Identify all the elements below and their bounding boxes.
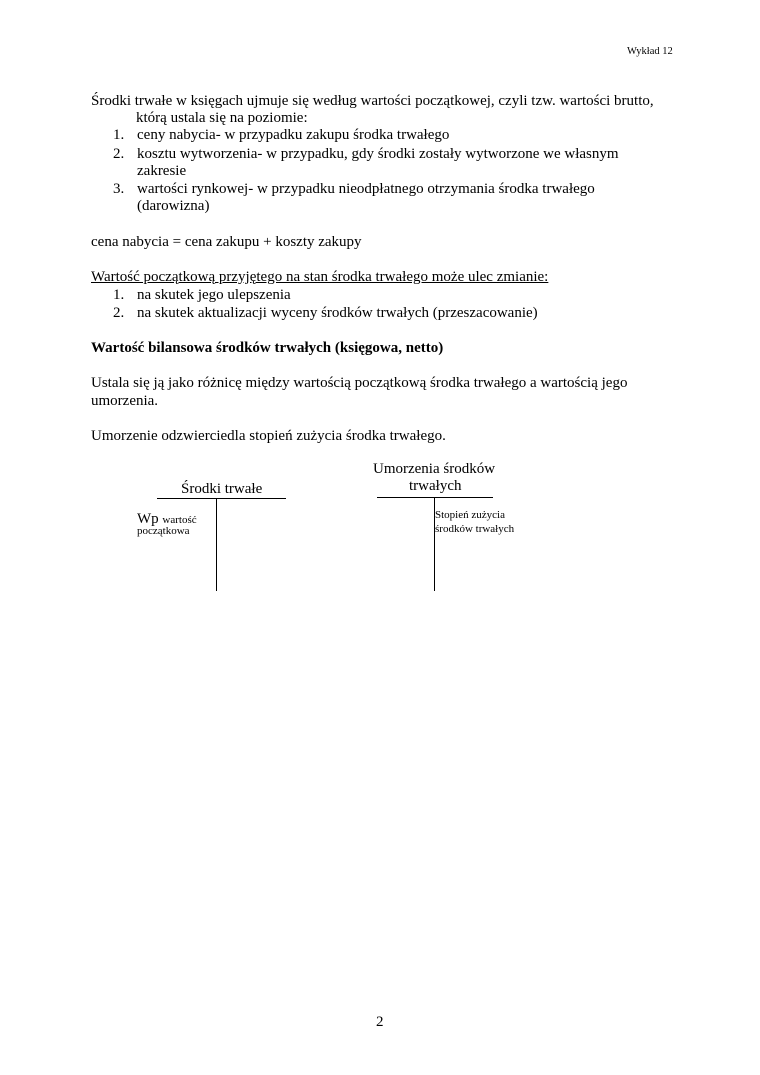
account-title-line-1: Umorzenia środków	[373, 461, 496, 477]
entry-label: wartość	[162, 514, 197, 526]
list-item-text: na skutek aktualizacji wyceny środków trwałych (przeszacowanie)	[137, 305, 538, 321]
running-header: Wykład 12	[627, 46, 673, 57]
balance-text-line-1: Ustala się ją jako różnicę między wartością początkową środka trwałego a wartością jego	[91, 375, 628, 391]
list-item-number: 1.	[113, 287, 125, 303]
account-header-line	[377, 497, 493, 498]
intro-line-2: którą ustala się na poziomie:	[136, 110, 308, 126]
list-item-number: 2.	[113, 146, 125, 162]
balance-heading: Wartość bilansowa środków trwałych (księgowa, netto)	[91, 340, 444, 356]
account-entry-line-1: Stopień zużycia	[435, 509, 505, 521]
page-number: 2	[376, 1014, 384, 1030]
list-item-number: 3.	[113, 181, 125, 197]
list-item-text: na skutek jego ulepszenia	[137, 287, 291, 303]
list-item-number: 2.	[113, 305, 125, 321]
intro-line-1: Środki trwałe w księgach ujmuje się według wartości początkowej, czyli tzw. wartości brutto,	[91, 93, 654, 109]
account-title-line-2: trwałych	[409, 478, 462, 494]
formula-text: cena nabycia = cena zakupu + koszty zakupy	[91, 234, 362, 250]
balance-text-line-2: umorzenia.	[91, 393, 159, 409]
list-item-text: ceny nabycia- w przypadku zakupu środka trwałego	[137, 127, 450, 143]
list-item-text: wartości rynkowej- w przypadku nieodpłatnego otrzymania środka trwałego	[137, 181, 595, 197]
list-item-text: zakresie	[137, 163, 187, 179]
entry-label-cont: początkowa	[137, 525, 190, 537]
account-header-line	[157, 498, 286, 499]
account-entry-line-2: środków trwałych	[435, 523, 515, 535]
list-item-text: (darowizna)	[137, 198, 210, 214]
entry-abbreviation: Wp	[137, 511, 159, 527]
list-item-number: 1.	[113, 127, 125, 143]
list-item-text: kosztu wytworzenia- w przypadku, gdy środki zostały wytworzone we własnym	[137, 146, 619, 162]
change-heading: Wartość początkową przyjętego na stan środka trwałego może ulec zmianie:	[91, 269, 549, 285]
account-title: Środki trwałe	[181, 481, 263, 497]
account-divider-line	[216, 498, 217, 591]
depreciation-text: Umorzenie odzwierciedla stopień zużycia środka trwałego.	[91, 428, 446, 444]
